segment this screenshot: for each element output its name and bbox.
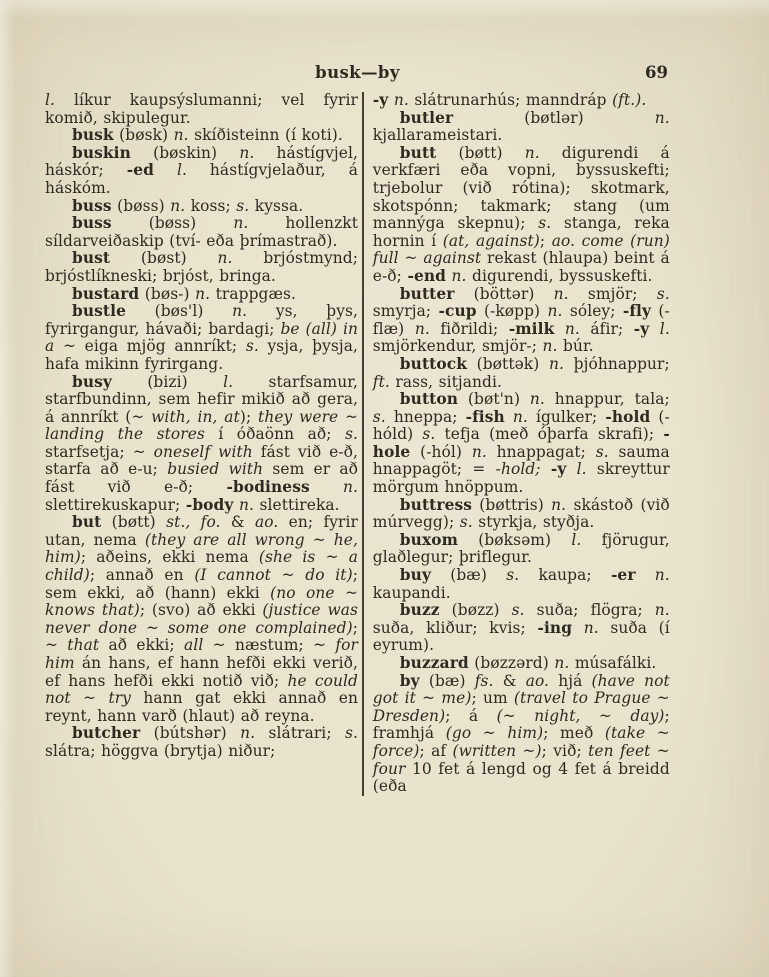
dictionary-entry bbox=[45, 215, 358, 250]
plain-text: ); bbox=[239, 407, 259, 426]
headword-text: -body bbox=[185, 495, 234, 514]
italic-text: all ~ bbox=[184, 636, 226, 655]
italic-text: s. bbox=[538, 214, 552, 233]
italic-text: s. bbox=[345, 724, 358, 743]
plain-text: (bæ) bbox=[431, 566, 507, 585]
plain-text: sóley; bbox=[562, 302, 623, 321]
italic-text: s. bbox=[459, 513, 473, 532]
italic-text: (have not got it ~ me) bbox=[372, 671, 670, 708]
italic-text: n. bbox=[551, 495, 567, 514]
plain-text bbox=[636, 566, 655, 584]
plain-text: slettireka. bbox=[253, 495, 340, 514]
column-divider bbox=[362, 92, 364, 796]
italic-text: s. bbox=[511, 601, 525, 620]
plain-text bbox=[566, 460, 576, 478]
headword-text: by bbox=[399, 671, 420, 690]
italic-text: fs. bbox=[474, 671, 494, 690]
plain-text: rass, sitjandi. bbox=[389, 372, 503, 391]
plain-text: (bøst) bbox=[110, 249, 218, 268]
italic-text: ao. come (run) full ~ against bbox=[372, 231, 670, 268]
headword-text: buskin bbox=[72, 143, 131, 162]
italic-text: (I cannot ~ do it) bbox=[194, 566, 353, 585]
plain-text: (bøss) bbox=[111, 214, 234, 233]
plain-text: sem er að fást við e-ð; bbox=[45, 460, 359, 497]
headword-text: bustle bbox=[72, 302, 126, 321]
content-area bbox=[45, 92, 670, 796]
plain-text: brjóstmynd; brjóstlíkneski; brjóst, bringa. bbox=[45, 249, 358, 285]
headword-text: bust bbox=[72, 249, 111, 268]
plain-text: slátrunarhús; manndráp bbox=[408, 91, 613, 109]
plain-text: (bøsk) bbox=[113, 126, 174, 145]
plain-text bbox=[154, 161, 177, 179]
plain-text bbox=[310, 478, 343, 496]
plain-text: hnappagat; bbox=[486, 442, 596, 461]
italic-text: n. bbox=[239, 143, 255, 162]
plain-text: slettirekuskapur; bbox=[45, 495, 186, 514]
plain-text: ; annað en bbox=[89, 566, 195, 585]
column-left bbox=[45, 92, 358, 796]
italic-text: n. bbox=[451, 266, 467, 285]
italic-text: (written ~) bbox=[452, 741, 542, 760]
plain-text: (bøzzərd) bbox=[468, 654, 555, 672]
italic-text: n. bbox=[564, 319, 580, 338]
plain-text: (-hóld) bbox=[372, 407, 670, 444]
italic-text: busied with bbox=[167, 460, 264, 479]
plain-text: skreyttur mörgum hnöppum. bbox=[372, 460, 670, 497]
italic-text: (she is ~ a child) bbox=[45, 548, 358, 585]
italic-text: (ft.). bbox=[612, 91, 647, 109]
dictionary-entry bbox=[45, 250, 358, 285]
plain-text: kjallarameistari. bbox=[372, 126, 503, 145]
italic-text: (travel to Prague ~ Dresden) bbox=[372, 689, 670, 725]
headword-text: but bbox=[72, 513, 102, 532]
plain-text bbox=[541, 460, 551, 478]
plain-text: sauma hnappagöt; = bbox=[372, 442, 670, 479]
headword-text: butcher bbox=[72, 724, 141, 743]
plain-text bbox=[572, 619, 584, 637]
italic-text: ~ that bbox=[45, 636, 100, 655]
headword-text: -ed bbox=[126, 161, 155, 180]
plain-text: (bøtlər) bbox=[453, 108, 655, 127]
plain-text: slátrari; bbox=[255, 724, 345, 743]
plain-text: hástígvjelaður, á háskóm. bbox=[45, 161, 358, 197]
plain-text: áfir; bbox=[579, 319, 634, 338]
dictionary-entry bbox=[373, 497, 670, 532]
italic-text: s. bbox=[422, 425, 436, 444]
plain-text: (bæ) bbox=[419, 671, 475, 690]
plain-text: (bøss) bbox=[111, 196, 171, 215]
plain-text: (bøs-) bbox=[139, 284, 196, 303]
plain-text: smyrja; bbox=[372, 302, 439, 321]
plain-text: starfsetja; bbox=[45, 442, 133, 461]
plain-text: (bøzz) bbox=[439, 601, 512, 620]
dictionary-entry bbox=[45, 374, 358, 515]
plain-text: næstum; bbox=[225, 636, 314, 655]
headword-text: -milk bbox=[508, 319, 555, 338]
italic-text: n. bbox=[342, 478, 358, 497]
plain-text: (böttər) bbox=[454, 284, 554, 303]
plain-text: án hans, ef hann hefði ekki verið, ef hans hefði ekki notið við; bbox=[45, 654, 358, 690]
italic-text: l. bbox=[571, 530, 582, 549]
plain-text: suða; flögra; bbox=[524, 601, 655, 620]
headword-text: -fly bbox=[622, 302, 652, 321]
dictionary-entry bbox=[373, 673, 670, 796]
plain-text: starfsamur, starfbundinn, sem hefir mikið að gera, á annríkt ( bbox=[45, 372, 358, 426]
plain-text: (bøtt) bbox=[101, 513, 167, 532]
plain-text: 10 fet á lengd og 4 fet á breidd (eða bbox=[372, 759, 670, 796]
dictionary-entry bbox=[373, 532, 670, 567]
headword-text: busy bbox=[72, 372, 112, 391]
italic-text: s. bbox=[344, 425, 358, 444]
plain-text: (-hól) bbox=[410, 442, 472, 461]
headword-text: -cup bbox=[438, 302, 477, 321]
plain-text: skástoð (við múrvegg); bbox=[372, 495, 670, 532]
plain-text: & bbox=[220, 513, 255, 532]
italic-text: (no one ~ knows that) bbox=[45, 583, 358, 620]
headword-text: bustard bbox=[72, 284, 140, 303]
plain-text: (bøskin) bbox=[130, 143, 240, 162]
dictionary-entry bbox=[373, 602, 670, 655]
plain-text: smjör; bbox=[568, 284, 657, 303]
italic-text: n. bbox=[554, 654, 570, 672]
italic-text: (justice was never done ~ some one complained) bbox=[45, 601, 358, 637]
plain-text: (bizi) bbox=[111, 372, 224, 391]
italic-text: n. bbox=[654, 566, 670, 585]
plain-text: smjörkendur, smjör-; bbox=[372, 337, 543, 356]
plain-text: ysja, þysja, hafa mikinn fyrirgang. bbox=[45, 337, 359, 373]
plain-text: (bøttək) bbox=[466, 354, 549, 373]
running-head: busk—by bbox=[315, 63, 400, 82]
italic-text: l. bbox=[176, 161, 187, 180]
dictionary-entry bbox=[45, 514, 358, 725]
plain-text: ys, þys, fyrirgangur, hávaði; bardagi; bbox=[45, 302, 358, 338]
plain-text: skíðisteinn (í koti). bbox=[188, 126, 343, 145]
headword-text: butter bbox=[399, 284, 455, 303]
plain-text: suða (í eyrum). bbox=[372, 618, 670, 655]
italic-text: n. bbox=[238, 495, 254, 514]
headword-text: -hold bbox=[605, 407, 651, 426]
italic-text: l. bbox=[659, 319, 670, 338]
italic-text: they were ~ landing the stores bbox=[45, 407, 358, 444]
plain-text: en; fyrir utan, nema bbox=[45, 513, 358, 549]
headword-text: -ing bbox=[537, 618, 573, 637]
plain-text: (bøs'l) bbox=[125, 302, 233, 321]
italic-text: n. bbox=[553, 284, 569, 303]
italic-text: he could not ~ try bbox=[45, 671, 358, 708]
italic-text: n. bbox=[195, 284, 211, 303]
italic-text: (at, against) bbox=[442, 231, 540, 250]
plain-text: hjá bbox=[549, 671, 592, 690]
italic-text: ~ for him bbox=[45, 636, 358, 672]
plain-text: digurendi, byssuskefti. bbox=[466, 266, 653, 285]
plain-text: ; á bbox=[445, 706, 497, 725]
italic-text: n. bbox=[170, 196, 186, 215]
italic-text: s. bbox=[595, 442, 609, 461]
plain-text: fjörugur, glaðlegur; þriflegur. bbox=[372, 530, 670, 567]
plain-text: kyssa. bbox=[249, 196, 304, 215]
dictionary-entry bbox=[45, 286, 358, 304]
plain-text: kaupandi. bbox=[372, 583, 451, 602]
plain-text: ; aðeins, ekki nema bbox=[80, 548, 259, 567]
italic-text: (they are all wrong ~ he, him) bbox=[45, 530, 358, 567]
dictionary-entry bbox=[45, 725, 358, 760]
italic-text: s. bbox=[506, 566, 520, 585]
plain-text: ; (svo) að ekki bbox=[139, 601, 263, 620]
headword-text: -y bbox=[372, 91, 389, 109]
italic-text: n. bbox=[217, 249, 233, 268]
plain-text: rekast (hlaupa) beint á e-ð; bbox=[372, 249, 670, 285]
dictionary-entry bbox=[373, 110, 670, 145]
plain-text: hann gat ekki annað en reynt, hann varð (hlaut) að reyna. bbox=[45, 689, 359, 725]
plain-text: (-køpp) bbox=[476, 302, 548, 321]
headword-text: buss bbox=[72, 214, 112, 233]
plain-text: hneppa; bbox=[385, 407, 466, 426]
italic-text: ~ oneself with bbox=[132, 442, 253, 461]
dictionary-entry bbox=[373, 391, 670, 497]
plain-text: ; um bbox=[471, 689, 514, 708]
plain-text: ; við; bbox=[541, 741, 589, 760]
headword-text: busk bbox=[72, 126, 114, 145]
plain-text: (bútshər) bbox=[140, 724, 241, 743]
dictionary-entry bbox=[45, 92, 358, 127]
plain-text: kaupa; bbox=[519, 566, 611, 585]
dictionary-entry bbox=[373, 92, 670, 110]
dictionary-entry bbox=[45, 303, 358, 373]
italic-text: ten feet ~ four bbox=[372, 741, 670, 778]
dictionary-entry bbox=[373, 356, 670, 391]
plain-text: (bøttris) bbox=[472, 495, 552, 514]
headword-text: -bodiness bbox=[226, 478, 310, 497]
headword-text: -y bbox=[550, 460, 567, 479]
italic-text: l. bbox=[223, 372, 234, 391]
headword-text: -fish bbox=[465, 407, 505, 426]
headword-text: button bbox=[399, 390, 459, 409]
plain-text bbox=[505, 408, 513, 426]
plain-text: þjóhnappur; bbox=[564, 354, 670, 373]
italic-text: ao. bbox=[254, 513, 279, 532]
italic-text: n. bbox=[542, 337, 558, 356]
plain-text: eiga mjög annríkt; bbox=[75, 337, 246, 356]
plain-text: styrkja, styðja. bbox=[472, 513, 595, 532]
headword-text: butt bbox=[399, 143, 437, 162]
italic-text: n. bbox=[654, 108, 670, 127]
italic-text: n. bbox=[547, 302, 563, 321]
plain-text: (bøksəm) bbox=[457, 530, 572, 549]
dictionary-entry bbox=[45, 145, 358, 198]
dictionary-entry bbox=[45, 127, 358, 145]
plain-text: (bøtt) bbox=[436, 143, 525, 162]
dictionary-entry bbox=[373, 286, 670, 356]
headword-text: -y bbox=[633, 319, 650, 338]
italic-text: (~ night, ~ day) bbox=[496, 706, 665, 725]
headword-text: buzz bbox=[399, 601, 440, 620]
plain-text: hástígvjel, háskór; bbox=[45, 143, 358, 180]
plain-text: ; af bbox=[419, 741, 453, 760]
italic-text: n. bbox=[583, 618, 599, 637]
italic-text: s. bbox=[372, 407, 386, 426]
italic-text: (take ~ force) bbox=[372, 724, 670, 760]
plain-text: búr. bbox=[557, 337, 594, 356]
plain-text: ígulker; bbox=[527, 407, 606, 426]
plain-text: suða, kliður; kvis; bbox=[372, 618, 538, 637]
italic-text: l. bbox=[45, 91, 56, 109]
column-right bbox=[373, 92, 670, 796]
italic-text: n. bbox=[240, 724, 256, 743]
plain-text: (-flæ) bbox=[372, 302, 670, 338]
plain-text: trappgæs. bbox=[210, 284, 297, 303]
plain-text: tefja (með óþarfa skrafi); bbox=[435, 425, 664, 444]
headword-text: -end bbox=[407, 266, 446, 285]
italic-text: n. bbox=[548, 354, 564, 373]
italic-text: ao. bbox=[525, 671, 550, 690]
italic-text: n. bbox=[393, 91, 409, 109]
headword-text: buttress bbox=[399, 495, 472, 514]
italic-text: n. bbox=[414, 319, 430, 338]
headword-text: butler bbox=[399, 108, 454, 127]
plain-text: digurendi á verkfæri eða vopni, byssuskefti; trjebolur (við rótina); skotmark, skotspónn; takmark; stang (um mannýga skepnu); bbox=[372, 143, 670, 233]
italic-text: n. bbox=[654, 601, 670, 620]
plain-text: fást við e-ð, starfa að e-u; bbox=[45, 442, 359, 479]
plain-text: ; framhjá bbox=[372, 706, 670, 743]
italic-text: n. bbox=[471, 442, 487, 461]
plain-text: músafálki. bbox=[569, 654, 657, 672]
italic-text: n. bbox=[173, 126, 189, 145]
italic-text: s. bbox=[245, 337, 259, 356]
plain-text: slátra; höggva (brytja) niður; bbox=[45, 741, 276, 760]
plain-text: hnappur, tala; bbox=[544, 390, 670, 409]
plain-text bbox=[554, 320, 565, 338]
italic-text: n. bbox=[233, 214, 249, 233]
page-header bbox=[45, 63, 670, 85]
headword-text: buttock bbox=[399, 354, 467, 373]
headword-text: -er bbox=[610, 566, 636, 585]
headword-text: buss bbox=[72, 196, 112, 215]
plain-text: ; bbox=[539, 231, 552, 250]
italic-text: s. bbox=[656, 284, 670, 303]
italic-text: l. bbox=[576, 460, 587, 479]
plain-text: ; bbox=[352, 618, 358, 637]
headword-text: buzzard bbox=[399, 654, 469, 672]
dictionary-entry bbox=[373, 567, 670, 602]
plain-text: & bbox=[493, 671, 526, 690]
headword-text: -hole bbox=[372, 425, 670, 461]
italic-text: n. bbox=[524, 143, 540, 162]
dictionary-entry bbox=[373, 145, 670, 286]
plain-text: líkur kaupsýslumanni; vel fyrir komið, skipulegur. bbox=[45, 91, 358, 127]
page-number: 69 bbox=[645, 63, 668, 82]
italic-text: ~ with, in, at bbox=[131, 407, 240, 426]
plain-text: hollenzkt síldarveiðaskip (tví- eða þrímastrað). bbox=[45, 214, 358, 250]
plain-text: (bøt'n) bbox=[458, 390, 530, 409]
headword-text: buy bbox=[399, 566, 431, 585]
italic-text: s. bbox=[236, 196, 250, 215]
italic-text: (go ~ him) bbox=[445, 724, 544, 743]
plain-text: ; sem ekki, að (hann) ekki bbox=[45, 566, 358, 602]
dictionary-entry bbox=[45, 198, 358, 216]
plain-text: koss; bbox=[185, 196, 237, 215]
italic-text: n. bbox=[529, 390, 545, 409]
italic-text: -hold; bbox=[495, 460, 541, 479]
italic-text: st., fo. bbox=[166, 513, 221, 532]
plain-text: í óðaönn að; bbox=[204, 425, 345, 444]
italic-text: ft. bbox=[372, 372, 390, 391]
dictionary-entry bbox=[373, 655, 670, 673]
italic-text: n. bbox=[232, 302, 248, 321]
plain-text: stanga, reka hornin í bbox=[372, 214, 670, 250]
plain-text: fiðrildi; bbox=[429, 319, 509, 338]
italic-text: n. bbox=[512, 407, 528, 426]
headword-text: buxom bbox=[399, 530, 458, 549]
plain-text bbox=[649, 320, 660, 338]
plain-text: ; með bbox=[543, 724, 605, 743]
italic-text: be (all) in a ~ bbox=[45, 319, 358, 356]
plain-text: að ekki; bbox=[99, 636, 185, 655]
